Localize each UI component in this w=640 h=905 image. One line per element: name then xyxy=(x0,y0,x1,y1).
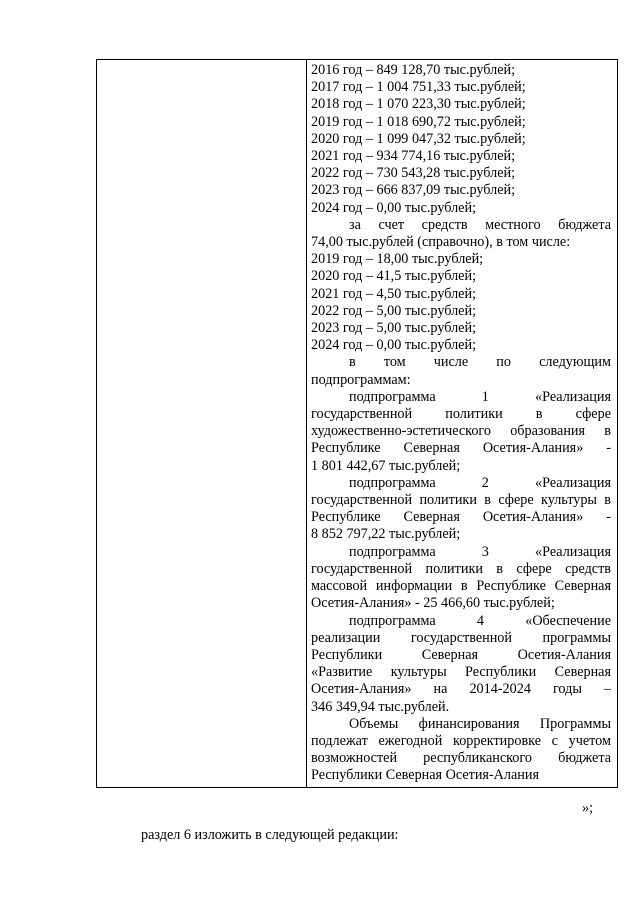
text-line: государственной политики в сфере культуры в xyxy=(311,492,611,509)
text-line: 74,00 тыс.рублей (справочно), в том числе: xyxy=(311,234,571,251)
text-line: 2020 год – 1 099 047,32 тыс.рублей; xyxy=(311,130,526,147)
text-line: Республике Северная Осетия-Алания» - xyxy=(311,440,611,457)
text-line: 346 349,94 тыс.рублей. xyxy=(311,698,450,715)
text-line: Республики Северная Осетия-Алания xyxy=(311,646,611,663)
text-line: государственной политики в сфере средств xyxy=(311,560,611,577)
text-line: 2019 год – 1 018 690,72 тыс.рублей; xyxy=(311,113,526,130)
text-line: 1 801 442,67 тыс.рублей; xyxy=(311,457,461,474)
text-line: массовой информации в Республике Северная xyxy=(311,578,611,595)
text-line: реализации государственной программы xyxy=(311,629,611,646)
text-line: подпрограммам: xyxy=(311,371,411,388)
table-right-cell xyxy=(311,62,611,785)
text-line: 2017 год – 1 004 751,33 тыс.рублей; xyxy=(311,79,526,96)
text-line: 2024 год – 0,00 тыс.рублей; xyxy=(311,337,477,354)
text-line: 2023 год – 666 837,09 тыс.рублей; xyxy=(311,182,516,199)
text-line: Осетия-Алания» на 2014-2024 годы – xyxy=(311,681,611,698)
text-line: Республики Северная Осетия-Алания xyxy=(311,767,540,784)
text-line: 2016 год – 849 128,70 тыс.рублей; xyxy=(311,62,516,78)
text-line: 2023 год – 5,00 тыс.рублей; xyxy=(311,320,477,337)
text-line: 2024 год – 0,00 тыс.рублей; xyxy=(311,199,477,216)
text-line: подпрограмма 4 «Обеспечение xyxy=(349,612,611,629)
text-line: подпрограмма 3 «Реализация xyxy=(349,543,611,560)
text-line: подлежат ежегодной корректировке с учетом xyxy=(311,732,611,749)
text-line: 2021 год – 934 774,16 тыс.рублей; xyxy=(311,148,516,165)
text-line: государственной политики в сфере xyxy=(311,406,611,423)
program-table xyxy=(96,59,618,788)
text-line: 2019 год – 18,00 тыс.рублей; xyxy=(311,251,484,268)
text-line: подпрограмма 2 «Реализация xyxy=(349,474,611,491)
text-line: «Развитие культуры Республики Северная xyxy=(311,664,611,681)
text-line: Осетия-Алания» - 25 466,60 тыс.рублей; xyxy=(311,595,555,612)
text-line: 2022 год – 730 543,28 тыс.рублей; xyxy=(311,165,516,182)
text-line: художественно-эстетического образования в xyxy=(311,423,611,440)
text-line: 2020 год – 41,5 тыс.рублей; xyxy=(311,268,477,285)
text-line: в том числе по следующим xyxy=(349,354,611,371)
text-line: подпрограмма 1 «Реализация xyxy=(349,388,611,405)
closing-quote: »; xyxy=(582,800,594,816)
text-line: за счет средств местного бюджета xyxy=(349,216,611,233)
column-divider xyxy=(306,60,307,787)
text-line: Республике Северная Осетия-Алания» - xyxy=(311,509,611,526)
text-line: Объемы финансирования Программы xyxy=(349,715,611,732)
text-line: 2018 год – 1 070 223,30 тыс.рублей; xyxy=(311,96,526,113)
next-paragraph: раздел 6 изложить в следующей редакции: xyxy=(141,827,399,843)
text-line: 2022 год – 5,00 тыс.рублей; xyxy=(311,302,477,319)
text-line: 8 852 797,22 тыс.рублей; xyxy=(311,526,461,543)
text-line: возможностей республиканского бюджета xyxy=(311,750,611,767)
text-line: 2021 год – 4,50 тыс.рублей; xyxy=(311,285,477,302)
